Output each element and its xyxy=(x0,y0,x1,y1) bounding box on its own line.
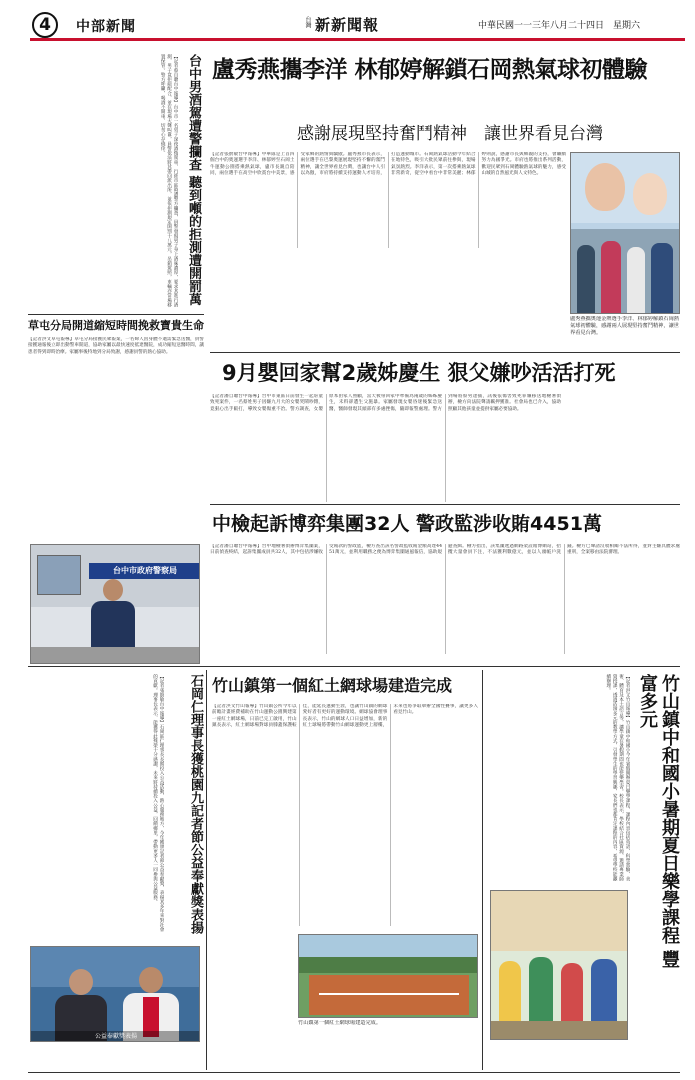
story-caotun-body: 【記者洪文草屯報導】草屯分局接獲民眾報案，一名婦人因身體不適需緊急送醫，員警接獲通報後立即出動警車開道，協助家屬以最快速度抵達醫院，成功縮短送醫時間，讓患者得到即時治療。家屬事後特地到分局致謝，感謝員警的熱心協助。 xyxy=(28,337,204,355)
story-tennis-headline: 竹山鎮第一個紅土網球場建造完成 xyxy=(212,676,453,695)
story-caotun-headline: 草屯分局開道縮短時間挽救寶貴生命 xyxy=(28,319,204,332)
section-name: 中部新聞 xyxy=(76,19,136,35)
divider xyxy=(28,314,204,315)
police-station-photo xyxy=(30,544,200,664)
student-2 xyxy=(529,957,553,1021)
divider xyxy=(210,504,680,505)
person-1 xyxy=(577,245,595,314)
page-number: 4 xyxy=(39,15,51,35)
lead-subheadline: 感謝展現堅持奮鬥精神 讓世界看見台灣 xyxy=(297,124,603,144)
story-award xyxy=(28,672,204,940)
ground xyxy=(31,647,200,664)
award-photo xyxy=(30,946,200,1042)
hot-air-balloon xyxy=(585,163,625,211)
lead-photo-caption: 盧秀燕攜奧運金牌選手李洋、林郁婷解鎖石岡熱氣球初體驗，感謝兩人展現堅持奮鬥精神，讓世界看見台灣。 xyxy=(570,316,679,336)
tennis-photo-caption: 竹山鎮第一個紅土網球場建造完成。 xyxy=(298,1020,382,1026)
story-school-body: 【記者洪文竹山報導】竹山鎮中和國小今年暑假開辦夏日樂學課程，課程內容包括英語、科學實驗、美術、體育及本土語言等，讓學童在暑假期間也能快樂學習。校長表示，學校結合社區資源，邀請專業師資授課，透過活潑多元的教學方式，引發學生的學習興趣，家長們也都肯定課程的內容，希望學校能繼續辦理。 xyxy=(605,674,630,881)
lead-story xyxy=(210,50,680,350)
person-3 xyxy=(627,247,645,314)
story-infant-headline: 9月嬰回家幫2歲姊慶生 狠父嫌吵活活打死 xyxy=(222,361,616,385)
divider xyxy=(206,670,207,1070)
court-line xyxy=(319,993,459,995)
page-number-badge xyxy=(32,12,58,38)
story-award-headline: 石岡仁理事長獲桃園九記者節公益奉獻獎表揚 xyxy=(188,674,203,934)
classroom-wall xyxy=(491,891,628,951)
window-panel xyxy=(37,555,81,595)
masthead-logo xyxy=(303,14,415,32)
story-drunk-driving xyxy=(28,50,202,312)
bottom-rule xyxy=(28,1072,680,1073)
lead-headline: 盧秀燕攜李洋 林郁婷解鎖石岡熱氣球初體驗 xyxy=(212,57,648,83)
issue-date: 中華民國一一三年八月二十四日 星期六 xyxy=(478,21,641,31)
student-1 xyxy=(499,961,521,1021)
tennis-court-photo xyxy=(298,934,478,1018)
student-4 xyxy=(591,959,617,1021)
school-photo xyxy=(490,890,628,1040)
story-school xyxy=(488,672,680,1072)
masthead-title: 新新聞報 xyxy=(315,16,380,34)
story-tennis-body: 【記者洪文竹山報導】竹山鎮公所今年以前瞻計畫經費補助在竹山運動公園興建第一座紅土網球場，日前已完工啟用，竹山鎮長表示，紅土網球場對球員膝蓋保護較佳，能延長運動生涯，也讓竹山鎮的網球愛好者有更好的運動環境。網球協會理事長表示，竹山的網球人口日益增加，新的紅土球場將帶動竹山網球運動更上層樓，未來也將爭取舉辦全國性賽事，讓更多人看見竹山。 xyxy=(212,704,478,729)
police-sign-text: 台中市政府警察局 xyxy=(113,566,177,575)
story-infant xyxy=(210,356,680,504)
student-3 xyxy=(561,963,583,1021)
award-photo-caption-band xyxy=(31,1031,200,1042)
masthead-small-text: 台灣 xyxy=(304,16,311,28)
story-gambling-body: 【記者潘自聰台中報導】台中地檢署偵辦博弈集團案，日前偵查終結，起訴集團成員共32人，其中包括涉嫌收受賄款的警政監，檢方查出該名警政監收賄金額高達4451萬元，並利用職務之便為博弈集團通風報信，協助規避查緝。檢方指出，該集團透過網路架設賭博網站，招攬大量會員下注，不法獲利數億元，並以人頭帳戶洗錢。檢方已聲請沒收相關不法所得，並對主嫌具體求處重刑，全案移由法院審理。 xyxy=(210,544,680,556)
story-drunk-driving-headline: 台中男酒駕遭警攔查 聽到噸的拒測遭開罰萬 xyxy=(186,54,201,306)
hot-air-balloon-2 xyxy=(633,173,667,215)
lead-body: 【記者張廚敏台中報導】中華隊是上首四個台中的奧運選手李洋、林郁婷至石岡土牛運動公園搭乘熱氣球，盧市長親自陪同，兩位選手在高空中欣賞台中美景，感受家鄉的熱情與驕傲。盧秀燕市長表示，兩位選手在巴黎奧運展現堅持不懈的奮鬥精神，讓全世界看見台灣，也讓台中人引以為傲，市府將持續支持運動人才培育，打造運動城市。石岡熱氣球活動今年結合在地特色，吸引大批民眾前往參與，現場氣氛熱烈。李洋表示，第一次搭乘熱氣球非常新奇，從空中看台中非常美麗；林郁婷則說，感謝市長與鄉親的支持，會繼續努力為國爭光。市府也將推出系列活動，歡迎民眾到石岡體驗熱氣球的魅力，感受山城的自然風光與人文特色。 xyxy=(210,152,566,177)
header-rule xyxy=(30,38,685,41)
story-school-headline: 竹山鎮中和國小暑期夏日樂學課程 豐富多元 xyxy=(637,674,680,969)
award-photo-caption: 公益奉獻獎表揚 xyxy=(94,1033,137,1040)
trees xyxy=(299,957,478,973)
story-gambling xyxy=(210,508,680,656)
story-infant-body: 【記者潘自聰台中報導】台中市東區日前發生一起虐童致死案件，一名蔡姓男子因嫌九月大的女嬰哭鬧吵雜，竟狠心出手毆打，導致女嬰傷重不治。警方調查，女嬰原本由家人照顧，當天被帶回家中準備為兩歲的姊姊慶生，未料卻遭生父施暴。家屬發現女嬰昏迷後緊急送醫，醫師發現其頭部有多處挫傷，隨即報警處理。警方到場將蔡男逮捕，訊後依傷害致死罪嫌移送地檢署偵辦，檢方向法院聲請羈押獲准。社會局也已介入，協助照顧其他孩童並提供家屬必要協助。 xyxy=(210,394,561,412)
clay-court xyxy=(309,975,469,1015)
divider xyxy=(28,666,680,667)
story-tennis xyxy=(212,672,478,1072)
story-award-body: 【記者張廚敏台中報導】石岡區仁理事長長期投入公益活動，熱心服務地方，今年獲頒記者節公益奉獻獎，表揚其多年來對社會的貢獻。理事長表示，能獲得此殊榮十分感謝，未來將持續投入公益，回饋鄉里，帶動更多人一同參與公益服務。 xyxy=(152,674,164,932)
divider xyxy=(482,670,483,1070)
police-sign-board xyxy=(89,563,200,579)
story-drunk-driving-body: 【記者蔡自聰台中報導】台中市一名男子深夜酒後駕車，行經市區時遭警方攔查，員警發現男子身上酒味濃厚，要求其進行酒測，男子竟拒絕配合，並在現場大聲叫囂，員警依法將其帶回派出所，並依拒測規定開罰十八萬元，吊銷駕照，車輛亦當場移置保管。警方呼籲，喝酒不開車，切勿心存僥倖。 xyxy=(160,54,178,307)
story-caotun xyxy=(28,318,204,538)
person-2 xyxy=(601,241,621,314)
floor xyxy=(491,1021,628,1040)
story-gambling-headline: 中檢起訴博弈集團32人 警政監涉收賄4451萬 xyxy=(212,513,602,535)
person-4 xyxy=(651,243,673,314)
lead-photo xyxy=(570,152,680,314)
divider xyxy=(210,352,680,353)
page-header xyxy=(0,0,695,40)
